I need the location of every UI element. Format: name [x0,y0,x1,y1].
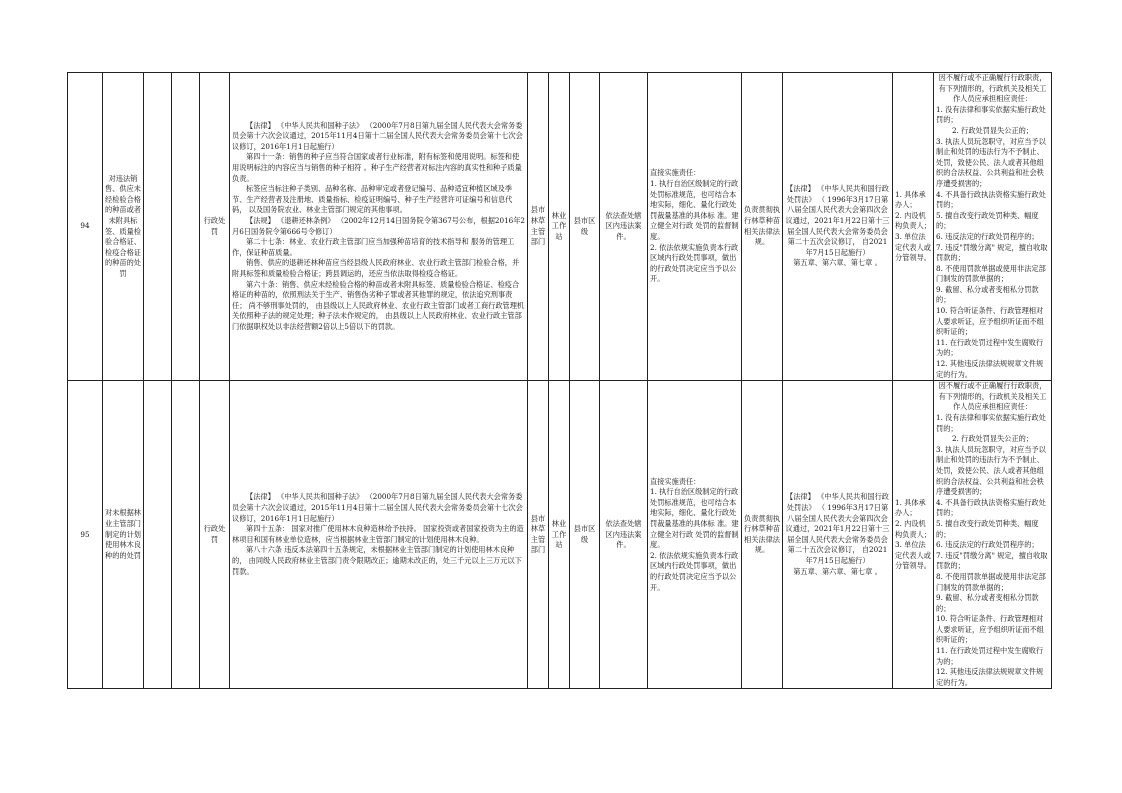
sub-item-cell-2 [172,381,200,689]
sub-item-cell [144,381,172,689]
liab-paragraph: 4. 不具备行政执法资格实施行政处罚的； [936,189,1046,210]
liab-paragraph: 2. 行政处罚显失公正的； [951,434,1034,444]
implementing-department: 县市林草主管部门 [528,73,549,381]
liab-paragraph: 4. 不具备行政执法资格实施行政处罚的； [936,497,1046,518]
item-number: 95 [68,381,103,689]
responsibility-items [648,381,742,689]
subject-paragraph: 3. 单位法定代表人或分管领导。 [895,540,931,571]
liab-paragraph: 5. 擅自改变行政处罚种类、幅度的； [936,210,1039,231]
law-paragraph: 第八十六条 违反本法第四十五条规定，未根据林业主管部门制定的计划使用林木良种的， 由同级人民政府林业主管部门责令限期改正；逾期未改正的，处三千元以上三万元以下罚款。 [232,545,522,576]
resp-paragraph: 1. 执行自治区级制定的行政处罚标准规范，也可结合本地实际，细化、量化行政处 罚裁量基准的具体标 准。建立健全对行政 处罚的监督制度。 [650,178,739,241]
item-name: 对未根据林业主管部门制定的计划使用林木良种的的处罚 [103,381,144,689]
undertaking-unit: 林业工作站 [549,381,570,689]
basis-paragraph: 第五章、第六章、第七章 。 [793,566,882,576]
subject-paragraph: 3. 单位法定代表人或分管领导。 [895,231,931,263]
liab-paragraph: 7. 违反"罚缴分离" 规定，擅自收取罚款的； [936,242,1048,263]
liab-paragraph: 因不履行或不正确履行行政职责，有下列情形的，行政机关及相关工作人员应承担相应责任： [938,73,1047,104]
legal-basis [230,381,528,689]
liab-paragraph: 因不履行或不正确履行行政职责，有下列情形的，行政机关及相关工作人员应承担相应责任： [938,381,1047,412]
basis-paragraph: 【法律】 《中华人民共和国行政处罚法》 （ 1996年3月17日第八届全国人民代表大会第四次会议通过，2021年1月22日第十三届全国人民代表大会常务委员会第二十五次会议修订， 自2021年7月15日起施行） [785,184,890,257]
liab-paragraph: 1. 没有法律和事实依据实施行政处罚的； [936,413,1046,433]
law-paragraph: 【法律】 《中华人民共和国种子法》 （2000年7月8日第九届全国人民代表大会常务委员会第十六次会议通过，2015年11月4日第十二届全国人民代表大会常务委员会第十七次会议修订，2016年1月1日起施行） [232,492,523,523]
responsible-subject [893,73,934,381]
law-paragraph: 【法规】 《退耕还林条例》 （2002年12月14日国务院令第367号公布，根据2016年2月6日国务院令第666号令修订） [232,216,525,236]
liab-paragraph: 12. 其他违反法律法规规章文件规定的行为。 [936,359,1044,379]
subject-paragraph: 2. 内设机构负责人； [895,518,931,539]
liab-paragraph: 1. 没有法律和事实依据实施行政处罚的； [936,104,1046,125]
power-type: 行政处罚 [200,73,230,381]
subject-paragraph: 1. 具体承办人； [895,497,926,518]
duty-description: 负责贯彻执行林草种苗相关法律法规。 [742,381,783,689]
duty-description: 负责贯彻执行林草种苗相关法律法规。 [742,73,783,381]
liab-paragraph: 5. 擅自改变行政处罚种类、幅度的； [936,518,1039,539]
implementation-level: 县市区级 [570,73,600,381]
liab-paragraph: 3. 执法人员玩忽职守，对应当予以制止和处罚的违法行为不予制止、处罚，致使公民、法人或者其他组织的合法权益、公共利益和社会秩序遭受损害的； [936,444,1046,497]
subject-paragraph: 1. 具体承办人； [895,189,926,210]
responsibility-table [67,72,1052,689]
law-paragraph: 标签应当标注种子类别、品种名称、品种审定或者登记编号、品种适宜种植区域及季节、生产经营者及注册地、质量指标、检疫证明编号、种子生产经营许可证编号和信息代码， 以及国务院农业、林业主管部门规定的其他事项。 [232,184,513,215]
table-row [68,381,1052,689]
accountability-situations [934,381,1052,689]
sub-item-cell-2 [172,73,200,381]
law-paragraph: 第六十条：销售、供应未经检验合格的种苗或者未附具标签、质量检验合格证、检疫合格证的种苗的，依照刑法关于生产、销售伪劣种子罪或者其他罪的规定，依法追究刑事责任； 尚不够刑事处罚的， 由县级以上人民政府林业、农业行政主管部门或者工商行政管理机关依照种子法的规定处理；种子法未作规定的， 由县级以上人民政府林业、农业行政主管部门依据职权处以非法经营额2倍以上5倍以下的罚款。 [232,279,525,331]
liab-paragraph: 8. 不使用罚款单据或使用非法定部门制发的罚款单据的； [936,263,1046,284]
implementation-scope: 依法查处辖区内违法案件。 [600,381,648,689]
liab-paragraph: 3. 执法人员玩忽职守，对应当予以制止和处罚的违法行为不予制止、处罚，致使公民、法人或者其他组织的合法权益、公共利益和社会秩序遭受损害的； [936,136,1046,188]
resp-paragraph: 2. 依法依规实施负责本行政区域内行政处罚事项，做出的行政处罚决定应当予以公开。 [650,550,739,592]
liab-paragraph: 11. 在行政处罚过程中发生腐败行为的； [936,337,1044,358]
liab-paragraph: 9. 截留、私分或者变相私分罚款的； [936,284,1039,305]
responsibility-items [648,73,742,381]
liab-paragraph: 6. 违反法定的行政处罚程序的； [936,231,1039,241]
implementation-level: 县市区级 [570,381,600,689]
liab-paragraph: 7. 违反"罚缴分离" 规定，擅自收取罚款的； [936,550,1048,571]
table-row [68,73,1052,381]
basis-paragraph: 【法律】 《中华人民共和国行政处罚法》 （ 1996年3月17日第八届全国人民代表大会第四次会议通过，2021年1月22日第十三届全国人民代表大会常务委员会第二十五次会议修订， 自2021年7月15日起施行） [785,492,890,566]
resp-paragraph: 直接实施责任： [650,476,701,486]
item-name: 对违法销售、供应未经检验合格的种苗或者未附具标签、质量检验合格证、检疫合格证的种苗的处罚 [103,73,144,381]
law-paragraph: 销售、供应的退耕还林种苗应当经县级人民政府林业、农业行政主管部门检验合格，并附具标签和质量检验合格证；跨县调运的，还应当依法取得检疫合格证。 [232,258,520,278]
subject-paragraph: 2. 内设机构负责人； [895,210,931,231]
liab-paragraph: 10. 符合听证条件、行政管理相对人要求听证，应予组织听证而不组织听证的； [936,614,1044,645]
resp-paragraph: 2. 依法依规实施负责本行政区域内行政处罚事项，做出的行政处罚决定应当予以公开。 [650,242,739,284]
implementing-department: 县市林草主管部门 [528,381,549,689]
sub-item-cell [144,73,172,381]
power-type: 行政处罚 [200,381,230,689]
table-body [68,73,1052,689]
legal-basis [230,73,528,381]
basis-paragraph: 第五章、第六章、第七章 。 [793,258,882,268]
resp-paragraph: 直接实施责任： [650,168,701,178]
liab-paragraph: 10. 符合听证条件、行政管理相对人要求听证，应予组织听证而不组织听证的； [936,306,1044,337]
liab-paragraph: 6. 违反法定的行政处罚程序的； [936,540,1039,550]
law-paragraph: 第四十一条：销售的种子应当符合国家或者行业标准，附有标签和使用说明。标签和使用说明标注的内容应当与销售的种子相符 。种子生产经营者对标注内容的真实性和种子质量负责。 [232,152,522,183]
resp-paragraph: 1. 执行自治区级制定的行政处罚标准规范，也可结合本地实际，细化、量化行政处 罚裁量基准的具体标 准。建立健全对行政 处罚的监督制度。 [650,487,739,550]
undertaking-unit: 林业工作站 [549,73,570,381]
liab-paragraph: 2. 行政处罚显失公正的； [951,125,1034,135]
item-number: 94 [68,73,103,381]
law-paragraph: 第四十五条： 国家对推广使用林木良种造林给予扶持。 国家投资或者国家投资为主的造林项目和国有林业单位造林，应当根据林业主管部门制定的计划使用林木良种。 [232,524,524,544]
liab-paragraph: 11. 在行政处罚过程中发生腐败行为的； [936,646,1044,666]
liab-paragraph: 9. 截留、私分或者变相私分罚款的； [936,593,1039,613]
accountability-basis [783,73,893,381]
accountability-situations [934,73,1052,381]
liab-paragraph: 8. 不使用罚款单据或使用非法定部门制发的罚款单据的； [936,571,1046,592]
implementation-scope: 依法查处辖区内违法案件。 [600,73,648,381]
accountability-basis [783,381,893,689]
liab-paragraph: 12. 其他违反法律法规规章文件规定的行为。 [936,667,1044,687]
law-paragraph: 第二十七条：林业、农业行政主管部门应当加强种苗培育的技术指导和 服务的管理工作，保证种苗质量。 [232,237,515,257]
responsible-subject [893,381,934,689]
law-paragraph: 【法律】 《中华人民共和国种子法》 （2000年7月8日第九届全国人民代表大会常务委员会第十六次会议通过，2015年11月4日第十二届全国人民代表大会常务委员会第十七次会议修订，2016年1月1日起施行） [232,120,523,151]
